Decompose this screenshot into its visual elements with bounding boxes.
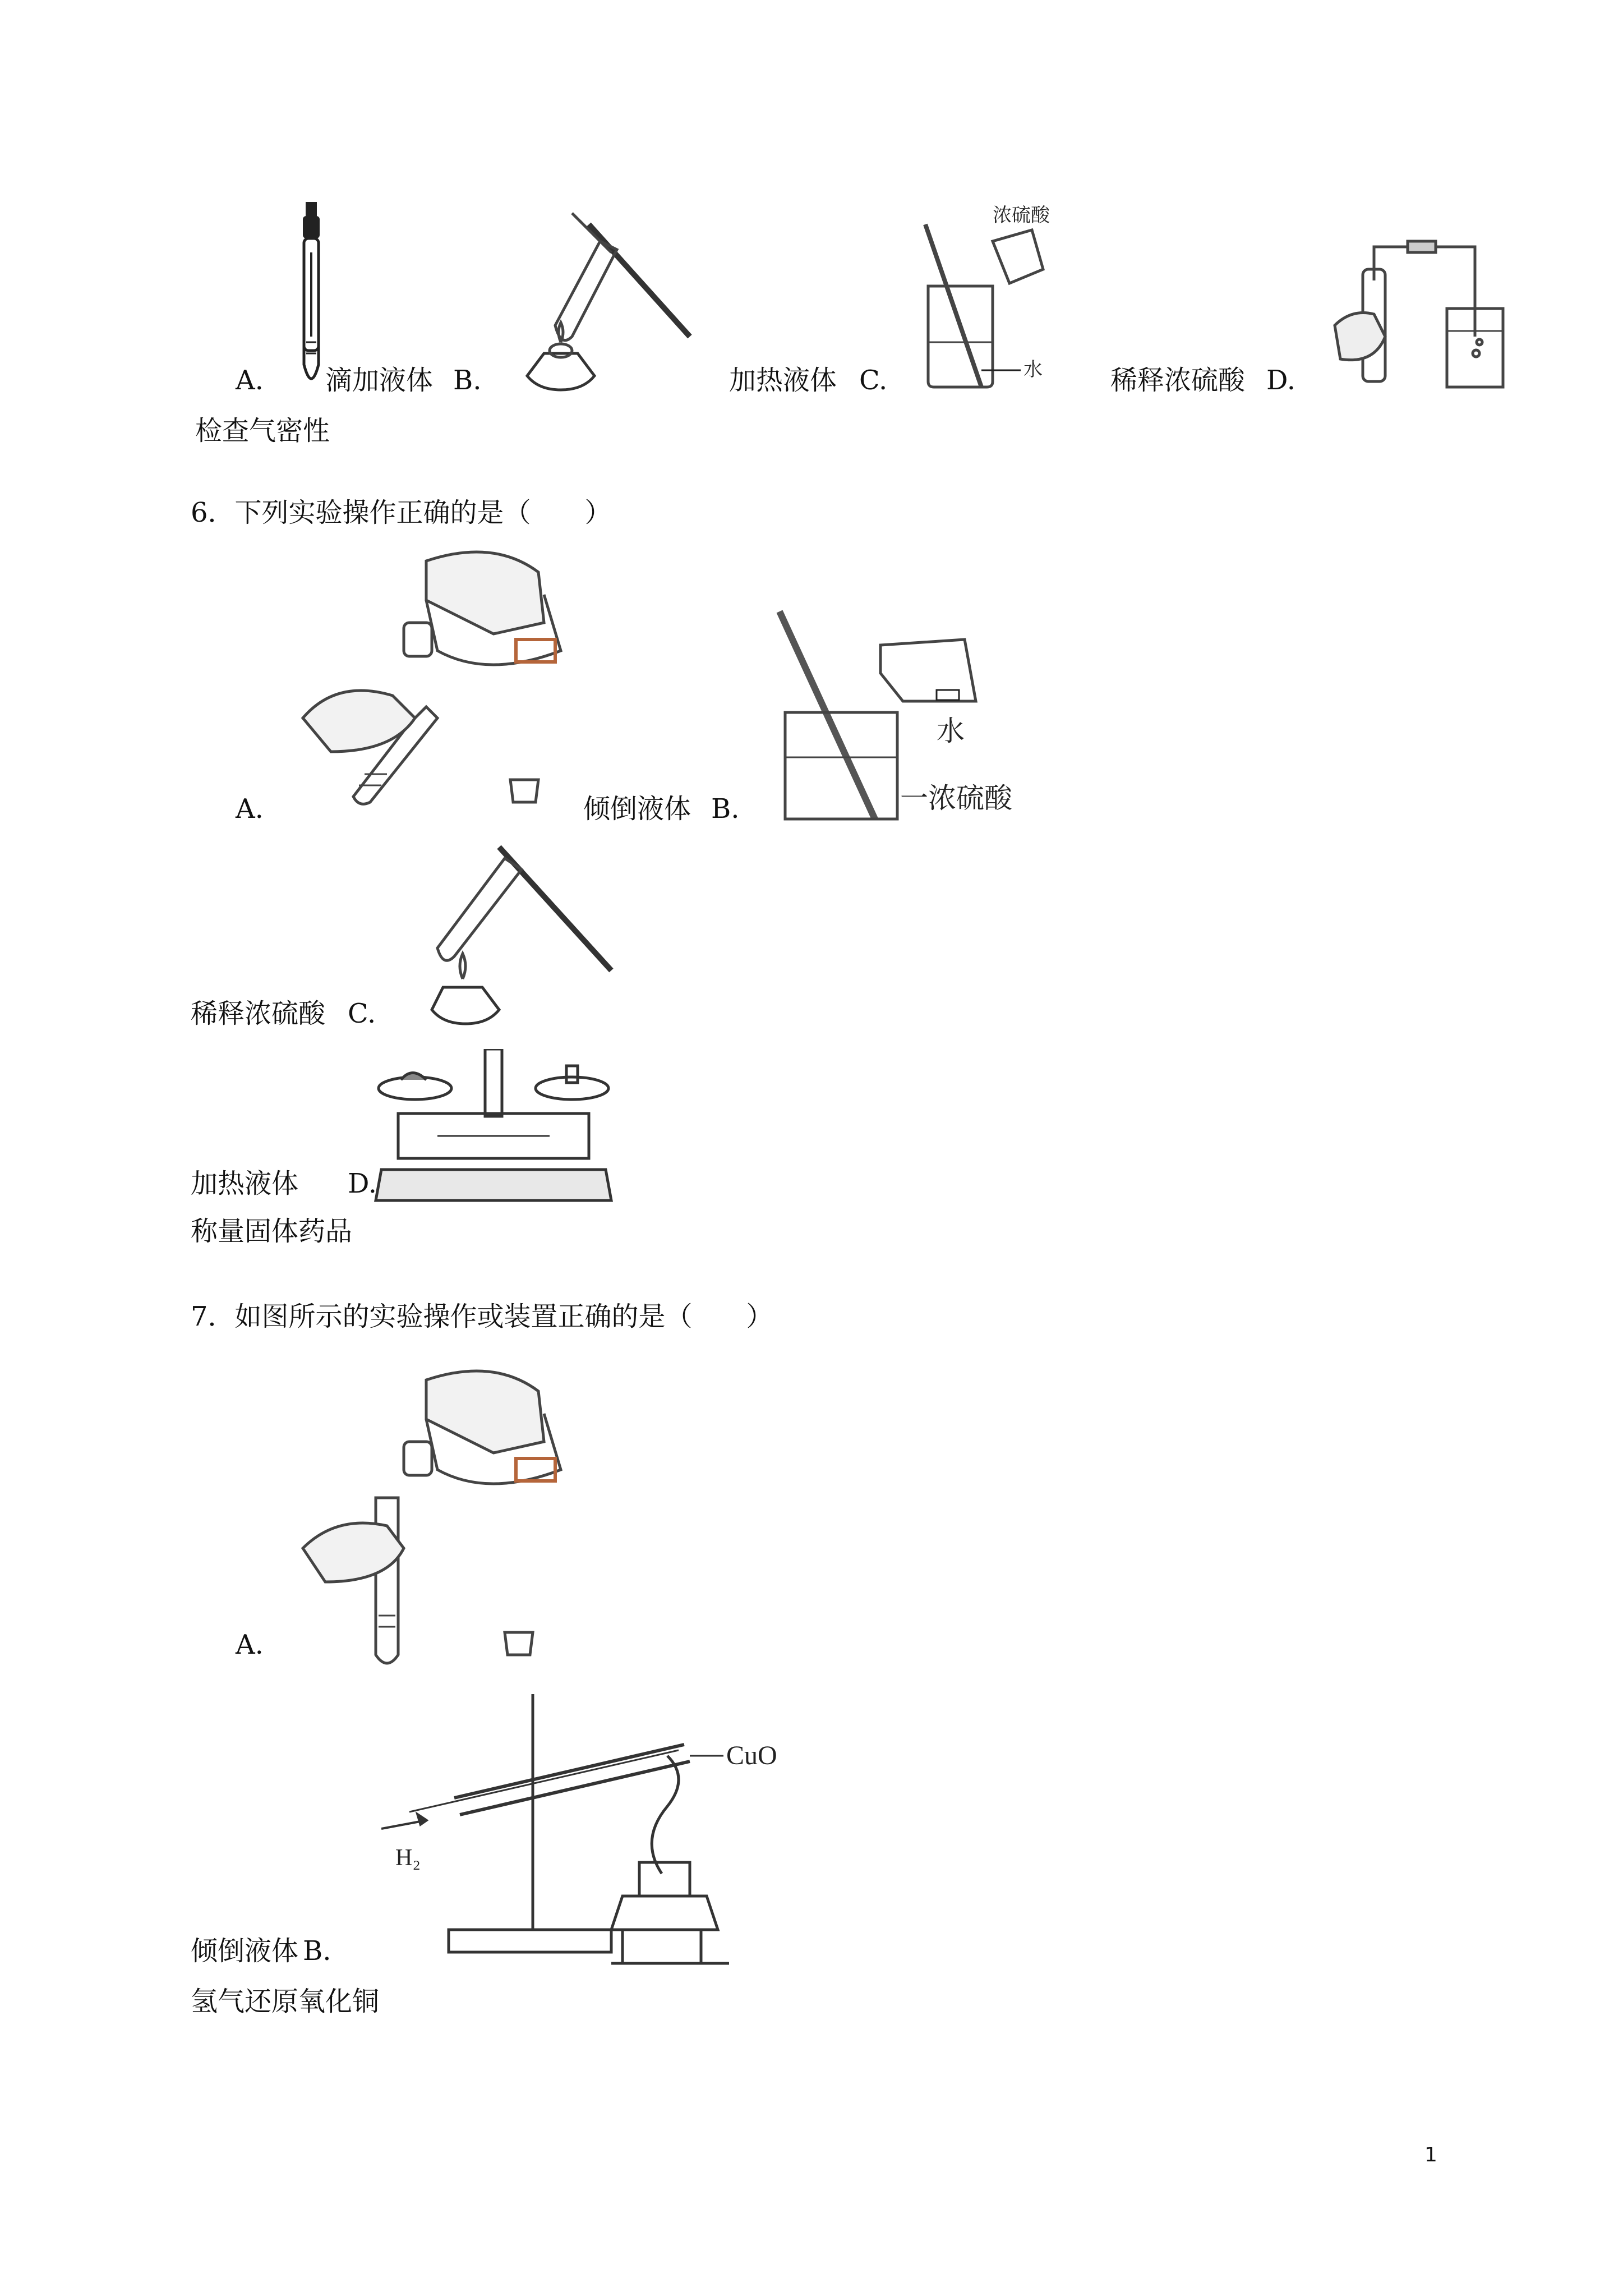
q6-stem: 6．下列实验操作正确的是（ ）: [191, 497, 612, 528]
q5-d-airtightness-figure: [1329, 224, 1514, 393]
q6-b-dilution-figure: [768, 606, 1038, 830]
page-number: 1: [1424, 2143, 1437, 2166]
q5-c-letter: C.: [859, 365, 888, 396]
q6-a-pouring-figure: [280, 539, 572, 819]
q5-d-letter: D.: [1266, 365, 1296, 396]
q7-b-cuo-label: CuO: [726, 1741, 777, 1770]
q7-b-letter: B.: [303, 1935, 331, 1967]
q7-a-label: 倾倒液体: [191, 1935, 299, 1967]
q5-b-heating-figure: [505, 208, 701, 393]
q7-a-pouring-figure: [292, 1358, 572, 1672]
q5-b-label: 加热液体: [729, 365, 837, 396]
q5-a-letter: A.: [236, 365, 264, 396]
q6-c-label: 加热液体: [191, 1168, 299, 1199]
q5-c-label: 稀释浓硫酸: [1110, 365, 1246, 396]
q6-d-label: 称量固体药品: [191, 1216, 353, 1247]
q5-b-letter: B.: [453, 365, 482, 396]
q6-d-letter: D.: [348, 1168, 377, 1199]
q7-b-reduction-figure: [376, 1694, 802, 1969]
q7-b-label: 氢气还原氧化铜: [191, 1986, 380, 2017]
q5-c-water-label: 水: [1023, 358, 1043, 381]
q7-stem: 7．如图所示的实验操作或装置正确的是（ ）: [191, 1301, 773, 1332]
q7-b-h2-label: H₂: [395, 1845, 421, 1871]
q5-a-label: 滴加液体: [325, 365, 434, 396]
q6-c-heating-figure: [409, 836, 623, 1027]
q6-a-letter: A.: [236, 793, 264, 825]
q7-a-letter: A.: [236, 1629, 264, 1660]
q6-b-acid-label: 一浓硫酸: [900, 782, 1012, 815]
q6-a-label: 倾倒液体: [583, 793, 691, 825]
q6-c-letter: C.: [348, 998, 376, 1029]
q6-b-water-label: 水: [937, 715, 965, 747]
q6-b-label: 稀释浓硫酸: [191, 998, 326, 1029]
q5-d-label: 检查气密性: [195, 415, 330, 447]
q6-b-letter: B.: [711, 793, 740, 825]
q5-c-dilution-figure: [920, 202, 1088, 393]
q5-c-acid-label: 浓硫酸: [993, 204, 1050, 227]
q6-d-balance-figure: [370, 1049, 617, 1212]
